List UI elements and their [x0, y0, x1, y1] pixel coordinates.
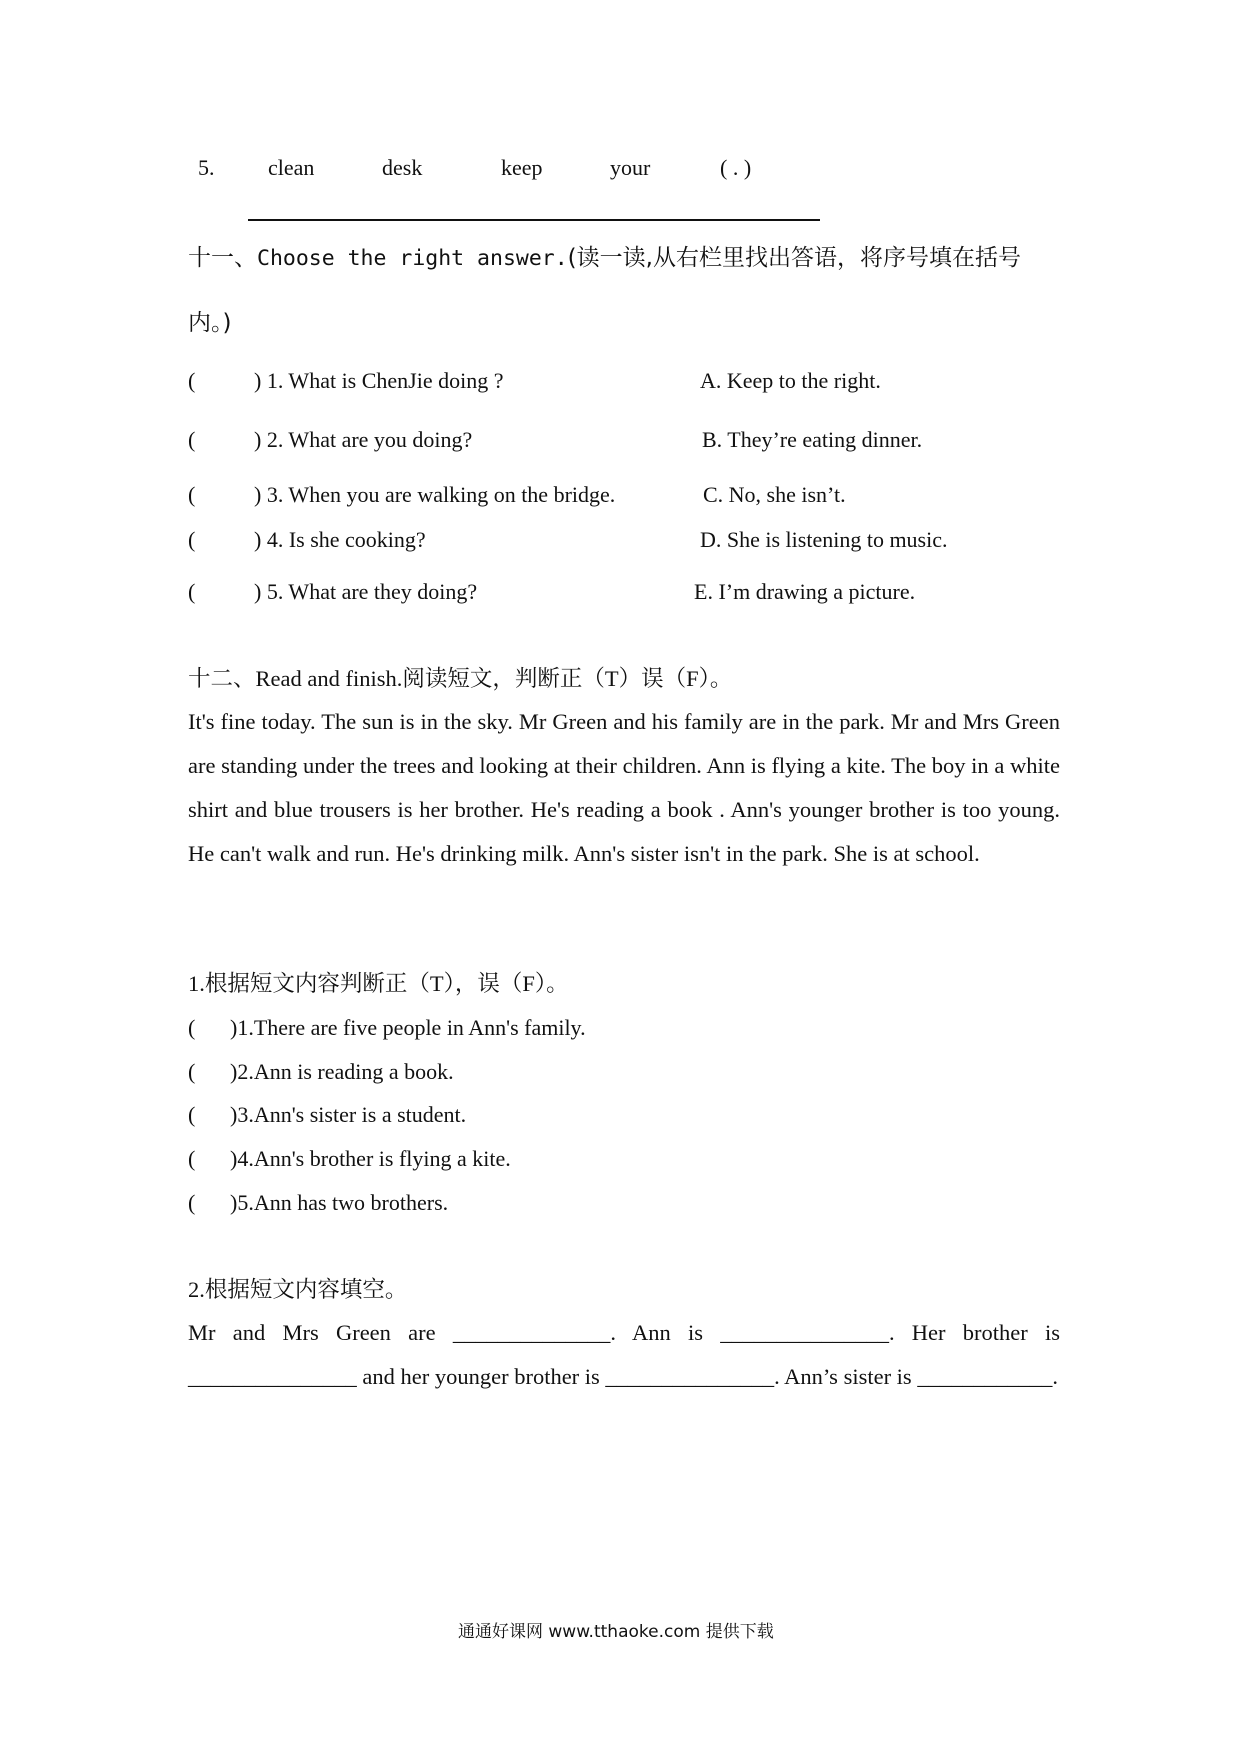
- answer-paren[interactable]: (: [188, 1190, 196, 1215]
- question-text: ) 4. Is she cooking?: [254, 527, 426, 552]
- answer-option: B. They’re eating dinner.: [702, 427, 923, 452]
- fill-in-paragraph[interactable]: Mr and Mrs Green are ______________. Ann is _______________. Her brother is _______________ and her younger brother is _______________. Ann’s sister is ____________.: [188, 1320, 1060, 1389]
- question-text: ) 5. What are they doing?: [254, 579, 478, 604]
- tf-statement: )5.Ann has two brothers.: [230, 1190, 449, 1215]
- tf-statement: )1.There are five people in Ann's family.: [230, 1015, 586, 1040]
- tf-statement: )3.Ann's sister is a student.: [230, 1102, 467, 1127]
- part-1-heading: 1.根据短文内容判断正（T），误（F）。: [188, 971, 569, 996]
- scramble-word: your: [610, 155, 651, 180]
- answer-paren[interactable]: (: [188, 1102, 196, 1127]
- question-text: ) 3. When you are walking on the bridge.: [254, 482, 616, 507]
- answer-option: D. She is listening to music.: [700, 527, 948, 552]
- reading-passage: It's fine today. The sun is in the sky. Mr Green and his family are in the park. Mr and Mrs Green are standing under the trees and looking at their children. Ann is flying a kite. The boy in a white shirt and blue trousers is her brother. He's reading a book . Ann's younger brother is too young. He can't walk and run. He's drinking milk. Ann's sister isn't in the park. She is at school.: [188, 709, 1060, 866]
- tf-statement: )4.Ann's brother is flying a kite.: [230, 1146, 511, 1171]
- section-11-prefix: 十一、: [188, 245, 257, 271]
- question-text: ) 1. What is ChenJie doing ?: [254, 368, 504, 393]
- section-11-heading: [188, 246, 1021, 270]
- answer-paren[interactable]: (: [188, 482, 196, 507]
- section-11-heading-cn: (读一读,从右栏里找出答语，将序号填在括号: [567, 245, 1021, 271]
- answer-paren[interactable]: (: [188, 579, 196, 604]
- section-12-heading: 十二、Read and finish.阅读短文，判断正（T）误（F）。: [188, 666, 733, 691]
- answer-paren[interactable]: (: [188, 1059, 196, 1084]
- part-2-heading: 2.根据短文内容填空。: [188, 1277, 408, 1302]
- scramble-word: ( . ): [720, 155, 752, 180]
- section-11-heading-en: Choose the right answer.: [257, 246, 568, 271]
- answer-paren[interactable]: (: [188, 527, 196, 552]
- scramble-word: clean: [268, 155, 315, 180]
- tf-statement: )2.Ann is reading a book.: [230, 1059, 454, 1084]
- answer-option: C. No, she isn’t.: [703, 482, 846, 507]
- page-footer: 通通好课网 www.tthaoke.com 提供下载: [458, 1622, 774, 1642]
- scramble-word: desk: [382, 155, 423, 180]
- scramble-word: keep: [501, 155, 543, 180]
- answer-paren[interactable]: (: [188, 427, 196, 452]
- answer-paren[interactable]: (: [188, 1146, 196, 1171]
- question-text: ) 2. What are you doing?: [254, 427, 473, 452]
- answer-paren[interactable]: (: [188, 368, 196, 393]
- scramble-number: 5.: [198, 155, 215, 180]
- answer-option: A. Keep to the right.: [700, 368, 881, 393]
- answer-line: [248, 219, 820, 221]
- answer-paren[interactable]: (: [188, 1015, 196, 1040]
- answer-option: E. I’m drawing a picture.: [694, 579, 916, 604]
- section-11-heading-cont: 内。): [188, 310, 232, 336]
